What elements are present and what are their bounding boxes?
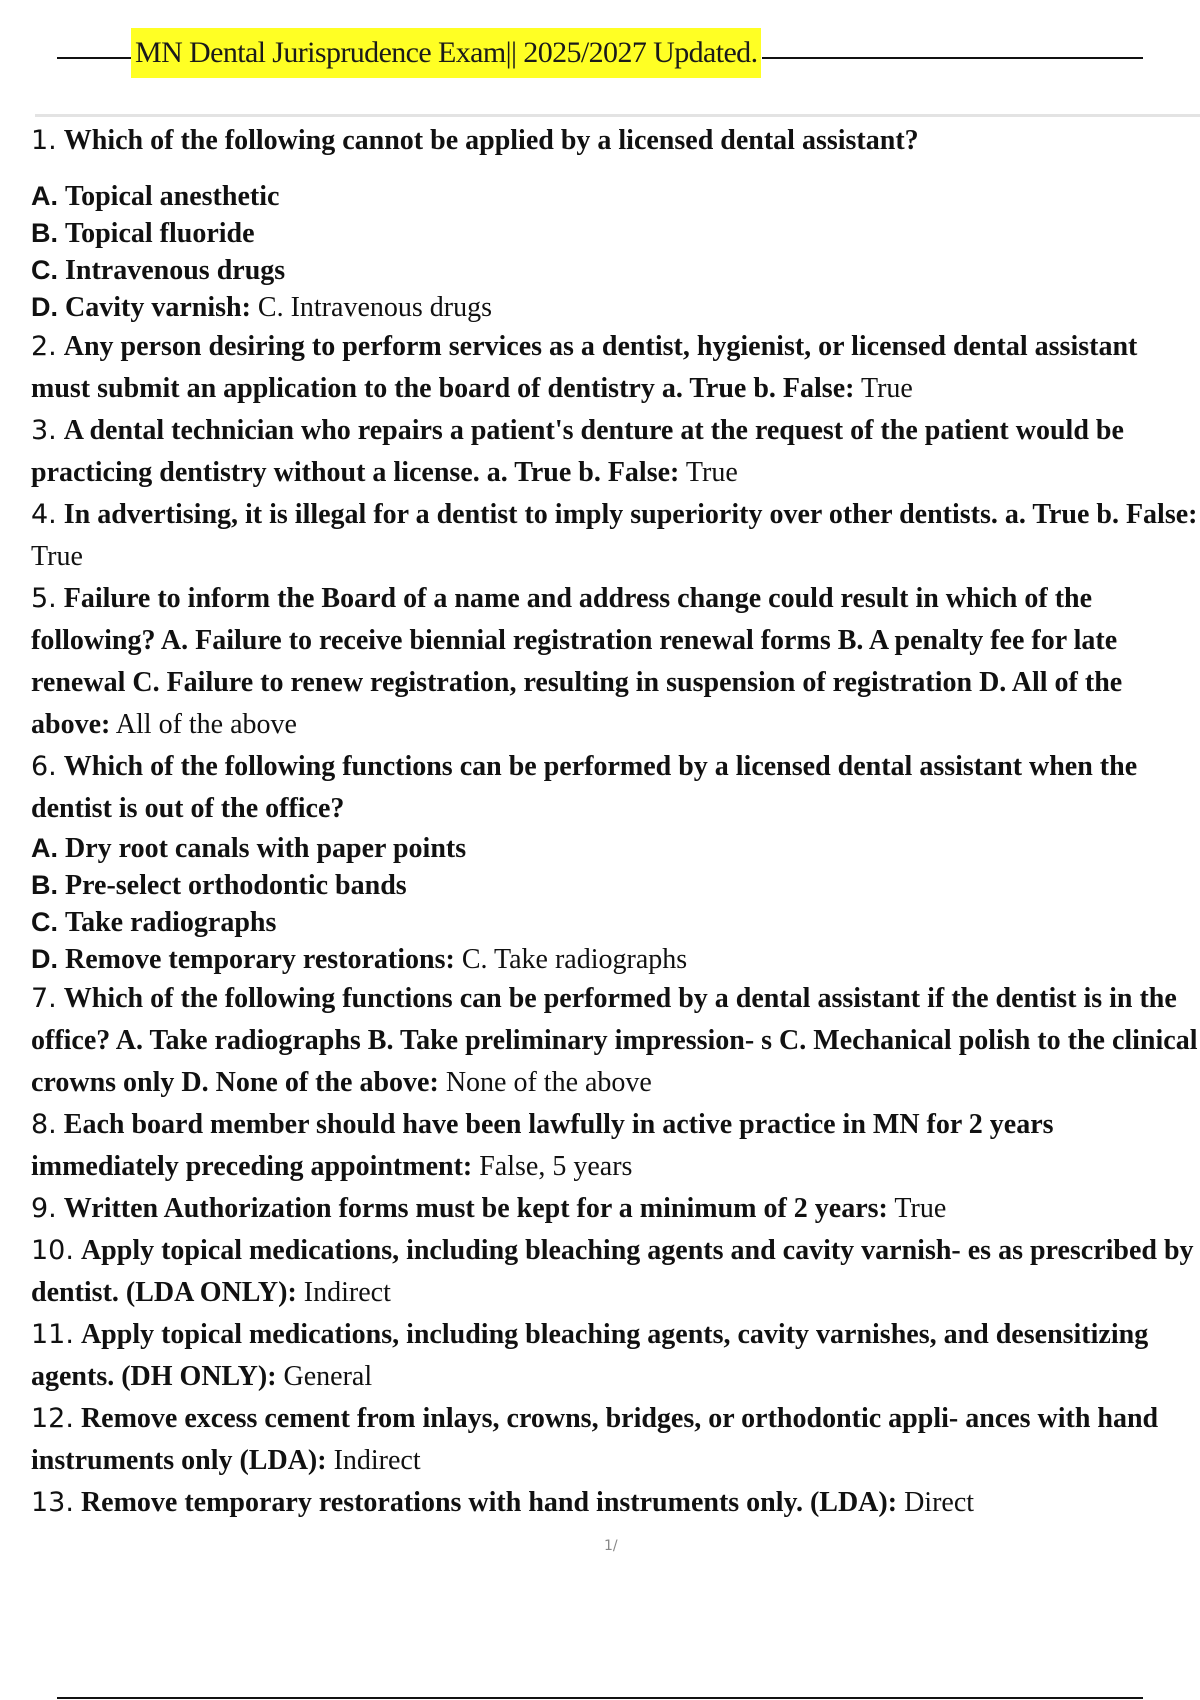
answer-text: Indirect	[333, 1445, 421, 1476]
question-6	[31, 746, 1200, 830]
option-letter: A.	[31, 833, 58, 863]
option-text: Take radiographs	[65, 907, 277, 938]
question-10	[31, 1230, 1200, 1314]
question-list	[31, 120, 1200, 1524]
option-letter: B.	[31, 870, 58, 900]
question-7	[31, 978, 1200, 1104]
question-number: 1.	[31, 125, 57, 156]
option-b	[31, 215, 1200, 252]
question-number: 2.	[31, 331, 57, 362]
question-4	[31, 494, 1200, 578]
option-letter: C.	[31, 255, 58, 285]
question-text: Apply topical medications, including bleaching agents, cavity varnishes, and desensitizing agents. (DH ONLY):	[31, 1319, 1149, 1392]
answer-text: General	[283, 1361, 373, 1392]
footer-rule	[57, 1697, 1143, 1699]
option-text: Topical fluoride	[65, 218, 255, 249]
option-text: Intravenous drugs	[65, 255, 286, 286]
question-number: 9.	[31, 1193, 57, 1224]
question-text: Failure to inform the Board of a name and address change could result in which of the following? A. Failure to receive biennial registration renewal forms B. A penalty fee for late renewal C. Failure to renew registration, resulting in suspension of registration D. All of the above:	[31, 583, 1123, 740]
option-letter: A.	[31, 181, 58, 211]
question-number: 11.	[31, 1319, 74, 1350]
question-text: Written Authorization forms must be kept for a minimum of 2 years:	[63, 1193, 888, 1224]
question-text: A dental technician who repairs a patient's denture at the request of the patient would be practicing dentistry without a license. a. True b. False:	[31, 415, 1124, 488]
answer-text: True	[31, 541, 83, 572]
option-letter: D.	[31, 944, 58, 974]
option-a	[31, 830, 1200, 867]
question-text: Remove temporary restorations with hand instruments only. (LDA):	[80, 1487, 898, 1518]
answer-text: True	[685, 457, 738, 488]
question-number: 5.	[31, 583, 57, 614]
answer-text: True	[894, 1193, 947, 1224]
question-number: 8.	[31, 1109, 57, 1140]
question-11	[31, 1314, 1200, 1398]
question-3	[31, 410, 1200, 494]
answer-text: C. Take radiographs	[461, 944, 688, 975]
option-text: Dry root canals with paper points	[65, 833, 467, 864]
option-text: Topical anesthetic	[65, 181, 280, 212]
question-text: Remove excess cement from inlays, crowns, bridges, or orthodontic appli- ances with hand instruments only (LDA):	[31, 1403, 1159, 1476]
question-number: 6.	[31, 751, 57, 782]
question-text: Each board member should have been lawfully in active practice in MN for 2 years immediately preceding appointment:	[31, 1109, 1054, 1182]
question-text: Apply topical medications, including bleaching agents and cavity varnish- es as prescribed by dentist. (LDA ONLY):	[31, 1235, 1194, 1308]
question-13	[31, 1482, 1200, 1524]
option-b	[31, 867, 1200, 904]
answer-text: All of the above	[115, 709, 297, 740]
option-letter: C.	[31, 907, 58, 937]
option-letter: D.	[31, 292, 58, 322]
answer-text: Indirect	[303, 1277, 391, 1308]
page-number: 1/	[604, 1538, 618, 1554]
option-letter: B.	[31, 218, 58, 248]
option-text: Cavity varnish:	[65, 292, 251, 323]
answer-text: None of the above	[445, 1067, 652, 1098]
question-2	[31, 326, 1200, 410]
question-number: 4.	[31, 499, 57, 530]
page-header	[57, 28, 1143, 68]
question-text: Which of the following functions can be performed by a dental assistant if the dentist is in the office? A. Take radiographs B. Take preliminary impression- s C. Mechanical polish to the clinical crowns only D. None of the above:	[31, 983, 1198, 1098]
question-8	[31, 1104, 1200, 1188]
header-rule-left	[57, 57, 131, 59]
answer-text: C. Intravenous drugs	[257, 292, 492, 323]
option-d	[31, 941, 1200, 978]
question-5	[31, 578, 1200, 746]
option-c	[31, 252, 1200, 289]
option-d	[31, 289, 1200, 326]
question-number: 3.	[31, 415, 57, 446]
option-c	[31, 904, 1200, 941]
question-text: Any person desiring to perform services as a dentist, hygienist, or licensed dental assistant must submit an application to the board of dentistry a. True b. False:	[31, 331, 1138, 404]
option-text: Remove temporary restorations:	[65, 944, 455, 975]
question-text: In advertising, it is illegal for a dentist to imply superiority over other dentists. a. True b. False:	[63, 499, 1198, 530]
question-12	[31, 1398, 1200, 1482]
answer-text: False, 5 years	[479, 1151, 633, 1182]
document-title: MN Dental Jurisprudence Exam|| 2025/2027 Updated.	[131, 28, 761, 78]
answer-text: True	[860, 373, 913, 404]
answer-text: Direct	[904, 1487, 975, 1518]
question-number: 7.	[31, 983, 57, 1014]
header-divider	[35, 114, 1200, 117]
option-text: Pre-select orthodontic bands	[65, 870, 407, 901]
question-number: 12.	[31, 1403, 74, 1434]
question-number: 10.	[31, 1235, 74, 1266]
question-text: Which of the following cannot be applied by a licensed dental assistant?	[63, 125, 919, 156]
header-rule-right	[762, 57, 1143, 59]
question-1	[31, 120, 1200, 162]
option-a	[31, 178, 1200, 215]
question-number: 13.	[31, 1487, 74, 1518]
question-9	[31, 1188, 1200, 1230]
question-text: Which of the following functions can be performed by a licensed dental assistant when the dentist is out of the office?	[31, 751, 1138, 824]
